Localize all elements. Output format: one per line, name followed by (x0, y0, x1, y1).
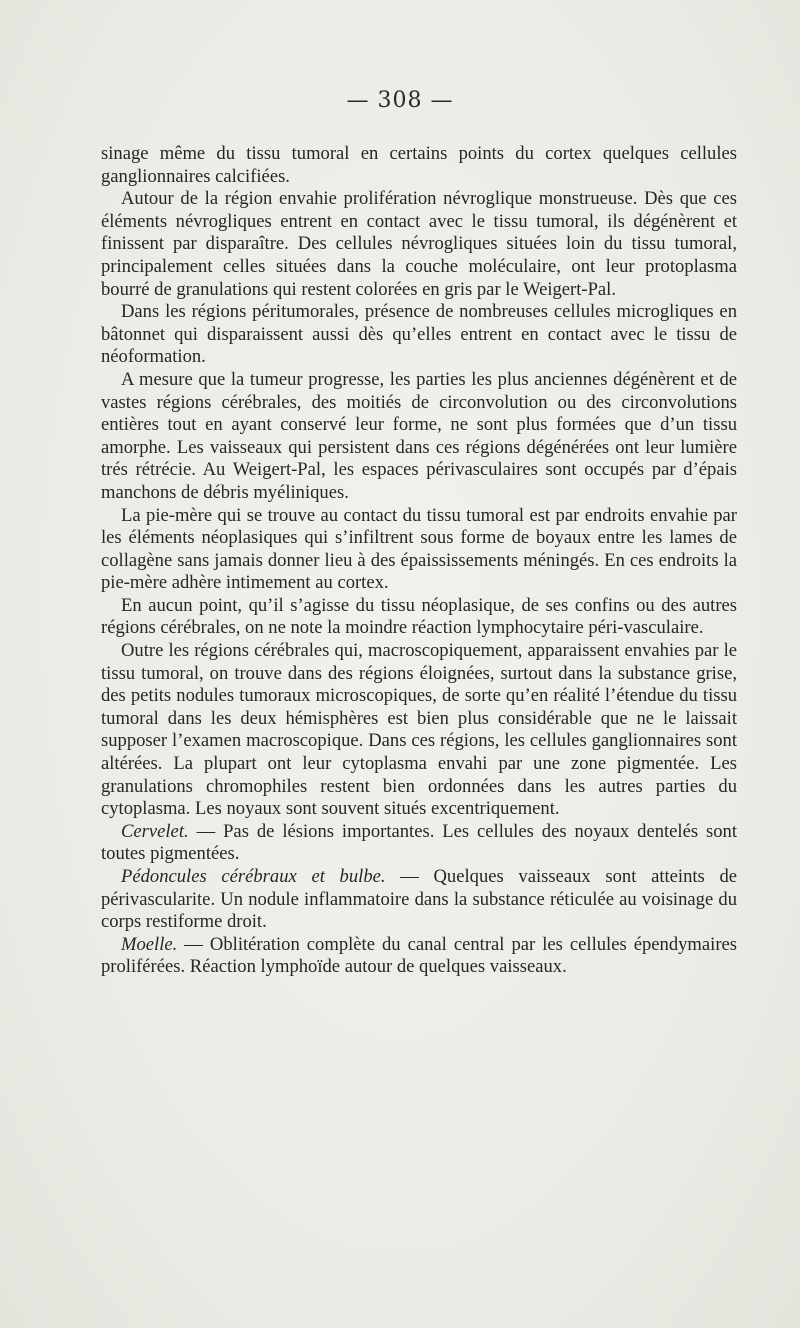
section-text: — Oblitération complète du canal central par les cellules épendymaires proliférées. Réaction lymphoïde autour de quelques vaisseaux. (101, 933, 737, 978)
paragraph: Outre les régions cérébrales qui, macroscopiquement, apparaissent envahies par le tissu tumoral, on trouve dans des régions éloignées, surtout dans la substance grise, des petits nodules tumoraux microscopiques, de sorte qu’en réalité l’étendue du tissu tumoral dans les deux hémisphères est bien plus considérable que ne le laissait supposer l’examen macroscopique. Dans ces régions, les cellules ganglionnaires sont altérées. La plupart ont leur cytoplasma envahi par une zone pigmentée. Les granulations chromophiles restent bien ordonnées dans les autres parties du cytoplasma. Les noyaux sont souvent situés excentriquement. (101, 640, 737, 820)
section-heading: Moelle. (121, 933, 178, 955)
paragraph: Autour de la région envahie prolifération névroglique monstrueuse. Dès que ces éléments névrogliques entrent en contact avec le tissu tumoral, ils dégénèrent et finissent par disparaître. Des cellules névrogliques situées loin du tissu tumoral, principalement celles situées dans la couche moléculaire, ont leur protoplasma bourré de granulations qui restent colorées en gris par le Weigert-Pal. (101, 188, 737, 300)
paragraph: La pie-mère qui se trouve au contact du tissu tumoral est par endroits envahie par les éléments néoplasiques qui s’infiltrent sous forme de boyaux entre les lames de collagène sans jamais donner lieu à des épaississements méningés. En ces endroits la pie-mère adhère intimement au cortex. (101, 504, 737, 594)
section-paragraph (101, 821, 737, 866)
page-number: — 308 — (346, 88, 454, 113)
section-heading: Cervelet. (121, 820, 189, 842)
paragraph: A mesure que la tumeur progresse, les parties les plus anciennes dégénèrent et de vastes régions cérébrales, des moitiés de circonvolution ou des circonvolutions entières tout en ayant conservé leur forme, ne sont plus formées que d’un tissu amorphe. Les vaisseaux qui persistent dans ces régions dégénérées ont leur lumière trés rétrécie. Au Weigert-Pal, les espaces périvasculaires sont occupés par d’épais manchons de débris myéliniques. (101, 368, 737, 503)
section-text: — Pas de lésions importantes. Les cellules des noyaux dentelés sont toutes pigmentées. (101, 820, 737, 865)
body-text (101, 143, 737, 979)
section-paragraph (101, 934, 737, 979)
section-paragraph (101, 866, 737, 934)
section-text: — Quelques vaisseaux sont atteints de périvascularite. Un nodule inflammatoire dans la substance réticulée au voisinage du corps restiforme droit. (101, 866, 738, 933)
paragraph: En aucun point, qu’il s’agisse du tissu néoplasique, de ses confins ou des autres régions cérébrales, on ne note la moindre réaction lymphocytaire péri-vasculaire. (101, 594, 737, 639)
paragraph: sinage même du tissu tumoral en certains points du cortex quelques cellules ganglionnaires calcifiées. (101, 143, 737, 187)
section-heading: Pédoncules cérébraux et bulbe. (121, 866, 386, 887)
paragraph: Dans les régions péritumorales, présence de nombreuses cellules microgliques en bâtonnet qui disparaissent aussi dès qu’elles entrent en contact avec le tissu de néoformation. (101, 301, 737, 368)
